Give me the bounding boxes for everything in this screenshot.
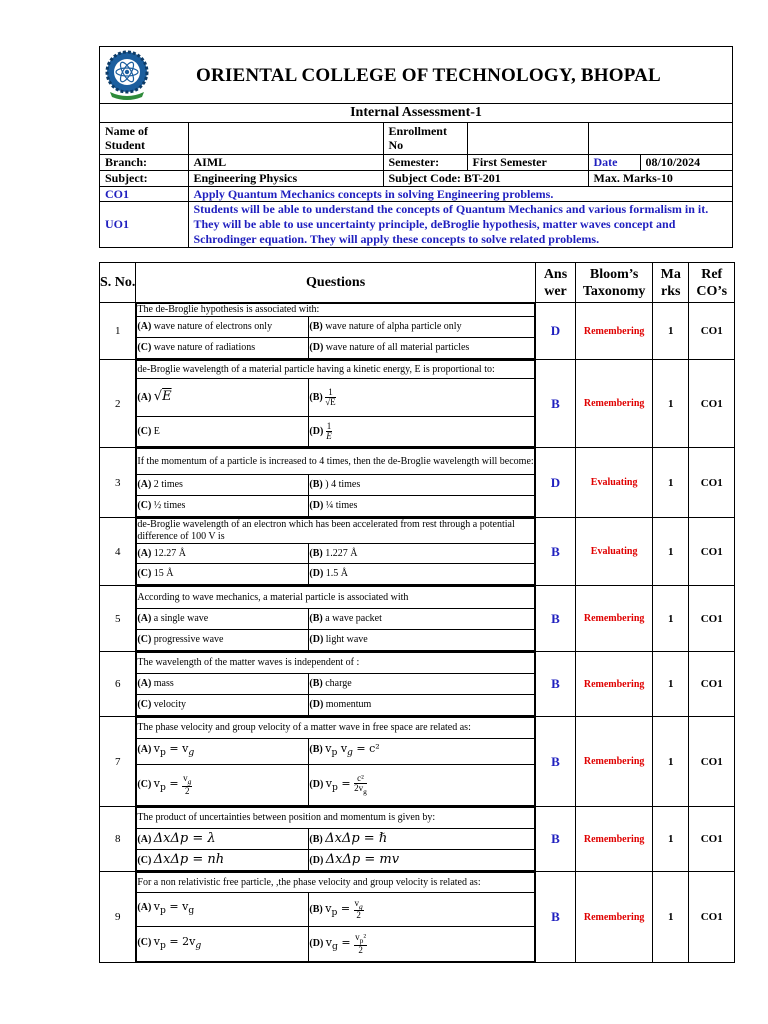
marks-cell: 1	[653, 518, 689, 586]
co-cell: CO1	[689, 717, 735, 807]
exam-header	[99, 46, 733, 248]
questions-header: Questions	[136, 263, 535, 303]
option-d[interactable]: (D) momentum	[309, 695, 534, 716]
question-stem: de-Broglie wavelength of an electron which has been accelerated from rest through a potential difference of 100 V is	[137, 519, 534, 544]
bloom-header: Bloom’s Taxonomy	[576, 263, 653, 303]
option-c[interactable]: (C) $v_p$ = $\frac{v_g}{2}$	[137, 765, 309, 806]
semester-label: Semester:	[383, 154, 467, 170]
question-stem: The wavelength of the matter waves is independent of :	[137, 653, 534, 674]
co-cell: CO1	[689, 303, 735, 360]
table-row	[100, 717, 735, 807]
option-c[interactable]: (C) E	[137, 417, 309, 447]
question-stem: de-Broglie wavelength of a material particle having a kinetic energy, E is proportional to:	[137, 361, 534, 379]
option-a[interactable]: (A) mass	[137, 674, 309, 695]
question-number: 7	[100, 717, 136, 807]
branch-label: Branch:	[100, 154, 188, 170]
option-b[interactable]: (B) wave nature of alpha particle only	[309, 317, 534, 338]
bloom-cell: Remembering	[576, 807, 653, 872]
question-stem: The de-Broglie hypothesis is associated with:	[137, 304, 534, 317]
question-cell	[136, 652, 535, 717]
question-stem: The phase velocity and group velocity of a matter wave in free space are related as:	[137, 718, 534, 739]
marks-header: Ma rks	[653, 263, 689, 303]
co-description: Apply Quantum Mechanics concepts in solving Engineering problems.	[188, 186, 732, 201]
option-c[interactable]: (C) ΔxΔp = nh	[137, 850, 309, 871]
bloom-cell: Evaluating	[576, 448, 653, 518]
option-a[interactable]: (A) ΔxΔp = λ	[137, 829, 309, 850]
option-c[interactable]: (C) wave nature of radiations	[137, 338, 309, 359]
question-cell	[136, 872, 535, 963]
branch-value: AIML	[188, 154, 383, 170]
option-c[interactable]: (C) velocity	[137, 695, 309, 716]
college-emblem-icon	[104, 50, 150, 100]
enrollment-label: Enrollment No	[383, 123, 467, 154]
option-b[interactable]: (B) $\frac{1}{√E}$	[309, 379, 534, 417]
marks-cell: 1	[653, 448, 689, 518]
question-number: 6	[100, 652, 136, 717]
answer-cell: D	[535, 303, 575, 360]
table-row	[100, 448, 735, 518]
co-cell: CO1	[689, 518, 735, 586]
question-stem: For a non relativistic free particle, ,the phase velocity and group velocity is related as:	[137, 873, 534, 893]
question-number: 2	[100, 360, 136, 448]
answer-cell: B	[535, 518, 575, 586]
option-c[interactable]: (C) 15 Å	[137, 564, 309, 585]
question-number: 3	[100, 448, 136, 518]
question-cell	[136, 303, 535, 360]
answer-cell: B	[535, 717, 575, 807]
semester-value: First Semester	[467, 154, 588, 170]
option-d[interactable]: (D) $\frac{1}{E}$	[309, 417, 534, 447]
marks-cell: 1	[653, 360, 689, 448]
co-cell: CO1	[689, 872, 735, 963]
answer-cell: B	[535, 360, 575, 448]
assessment-title: Internal Assessment-1	[100, 104, 732, 123]
question-cell	[136, 586, 535, 652]
option-d[interactable]: (D) 1.5 Å	[309, 564, 534, 585]
table-row	[100, 586, 735, 652]
question-stem: If the momentum of a particle is increased to 4 times, then the de-Broglie wavelength will become:	[137, 449, 534, 475]
option-c[interactable]: (C) ½ times	[137, 496, 309, 517]
option-a[interactable]: (A) a single wave	[137, 609, 309, 630]
question-stem: According to wave mechanics, a material particle is associated with	[137, 587, 534, 609]
option-b[interactable]: (B) $v_p$ = $\frac{v_g}{2}$	[309, 893, 534, 927]
option-a[interactable]: (A) wave nature of electrons only	[137, 317, 309, 338]
option-b[interactable]: (B) a wave packet	[309, 609, 534, 630]
bloom-cell: Evaluating	[576, 518, 653, 586]
option-d[interactable]: (D) $v_g$ = $\frac{v_p^2}{2}$	[309, 927, 534, 962]
option-b[interactable]: (B) $v_p$ $v_g = c^2$	[309, 739, 534, 765]
option-d[interactable]: (D) ¼ times	[309, 496, 534, 517]
name-field[interactable]	[188, 123, 383, 154]
name-label: Name of Student	[100, 123, 188, 154]
answer-cell: B	[535, 586, 575, 652]
option-b[interactable]: (B) ) 4 times	[309, 475, 534, 496]
uo-description: Students will be able to understand the concepts of Quantum Mechanics and various formalism in it. They will be able to use uncertainty principle, deBroglie hypothesis, matter waves concept and Schrodinger equation. They will apply these concepts to solve related problems.	[188, 201, 732, 247]
sno-header: S. No.	[100, 263, 136, 303]
option-b[interactable]: (B) ΔxΔp = ℏ	[309, 829, 534, 850]
option-b[interactable]: (B) 1.227 Å	[309, 544, 534, 564]
question-cell	[136, 518, 535, 586]
marks-cell: 1	[653, 303, 689, 360]
option-a[interactable]: (A) $v_p = v_g$	[137, 893, 309, 927]
co-cell: CO1	[689, 807, 735, 872]
question-number: 9	[100, 872, 136, 963]
marks-cell: 1	[653, 652, 689, 717]
subject-value: Engineering Physics	[188, 170, 383, 186]
option-a[interactable]: (A) 2 times	[137, 475, 309, 496]
option-a[interactable]: (A) $v_p = v_g$	[137, 739, 309, 765]
answer-header: Ans wer	[535, 263, 575, 303]
option-a[interactable]: (A) 12.27 Å	[137, 544, 309, 564]
table-row	[100, 652, 735, 717]
uo-label: UO1	[100, 201, 188, 247]
table-row	[100, 303, 735, 360]
co-cell: CO1	[689, 586, 735, 652]
co-cell: CO1	[689, 448, 735, 518]
marks-cell: 1	[653, 717, 689, 807]
option-c[interactable]: (C) $v_p = 2v_g$	[137, 927, 309, 962]
option-d[interactable]: (D) wave nature of all material particles	[309, 338, 534, 359]
date-value: 08/10/2024	[640, 154, 732, 170]
question-stem: The product of uncertainties between position and momentum is given by:	[137, 808, 534, 829]
answer-cell: D	[535, 448, 575, 518]
answer-cell: B	[535, 872, 575, 963]
table-header-row	[100, 263, 735, 303]
date-label: Date	[588, 154, 640, 170]
table-row	[100, 872, 735, 963]
marks-cell: 1	[653, 586, 689, 652]
question-cell	[136, 717, 535, 807]
table-row	[100, 360, 735, 448]
student-info-table	[100, 123, 732, 247]
question-cell	[136, 360, 535, 448]
subject-code: Subject Code: BT-201	[383, 170, 588, 186]
max-marks: Max. Marks-10	[588, 170, 732, 186]
option-d[interactable]: (D) ΔxΔp = mv	[309, 850, 534, 871]
question-number: 1	[100, 303, 136, 360]
bloom-cell: Remembering	[576, 360, 653, 448]
option-c[interactable]: (C) progressive wave	[137, 630, 309, 651]
question-number: 8	[100, 807, 136, 872]
co-label: CO1	[100, 186, 188, 201]
option-d[interactable]: (D) $v_p$ = $\frac{\text{c²}}{2v_g}$	[309, 765, 534, 806]
questions-table	[99, 262, 735, 963]
blank-cell	[588, 123, 732, 154]
co-cell: CO1	[689, 652, 735, 717]
answer-cell: B	[535, 652, 575, 717]
subject-label: Subject:	[100, 170, 188, 186]
college-banner	[100, 47, 732, 104]
option-a[interactable]: (A) √E	[137, 379, 309, 417]
bloom-cell: Remembering	[576, 303, 653, 360]
bloom-cell: Remembering	[576, 652, 653, 717]
table-row	[100, 807, 735, 872]
answer-cell: B	[535, 807, 575, 872]
college-title: ORIENTAL COLLEGE OF TECHNOLOGY, BHOPAL	[196, 65, 661, 86]
question-number: 5	[100, 586, 136, 652]
marks-cell: 1	[653, 807, 689, 872]
co-cell: CO1	[689, 360, 735, 448]
question-cell	[136, 448, 535, 518]
bloom-cell: Remembering	[576, 586, 653, 652]
question-cell	[136, 807, 535, 872]
question-number: 4	[100, 518, 136, 586]
bloom-cell: Remembering	[576, 717, 653, 807]
option-d[interactable]: (D) light wave	[309, 630, 534, 651]
marks-cell: 1	[653, 872, 689, 963]
table-row	[100, 518, 735, 586]
bloom-cell: Remembering	[576, 872, 653, 963]
option-b[interactable]: (B) charge	[309, 674, 534, 695]
ref-header: Ref CO’s	[689, 263, 735, 303]
enrollment-field[interactable]	[467, 123, 588, 154]
